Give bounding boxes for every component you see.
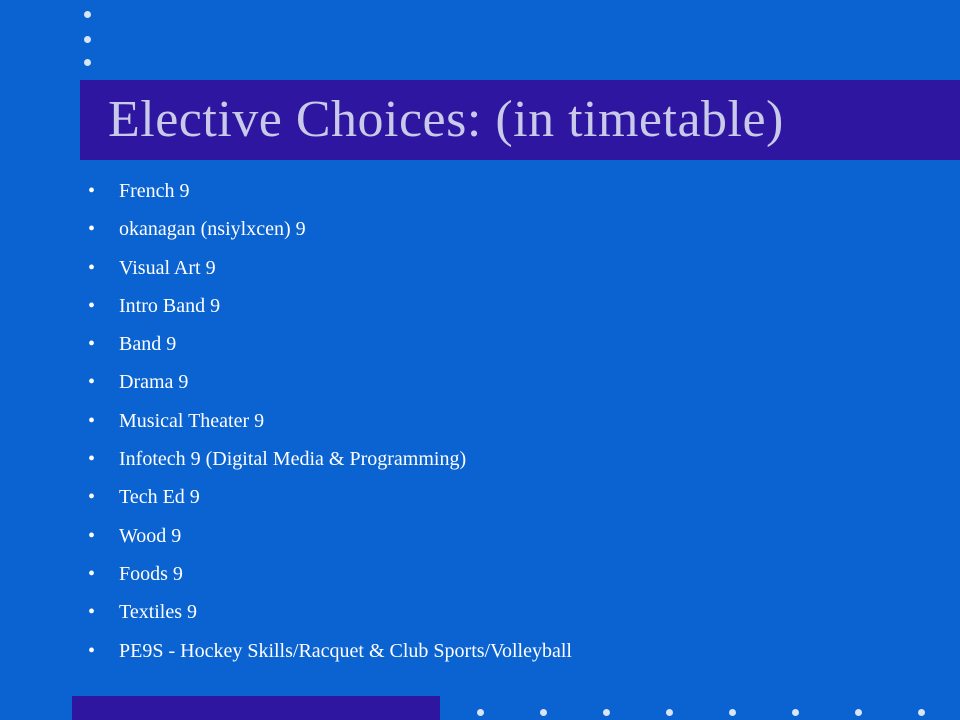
bullet-icon: • bbox=[88, 409, 96, 432]
elective-item bbox=[88, 636, 572, 674]
elective-item bbox=[88, 291, 572, 329]
elective-item-label: Foods 9 bbox=[119, 562, 183, 585]
bullet-icon: • bbox=[88, 524, 96, 547]
elective-item-label: Tech Ed 9 bbox=[119, 486, 200, 509]
slide-title: Elective Choices: (in timetable) bbox=[108, 91, 784, 148]
elective-item bbox=[88, 214, 572, 252]
elective-item-label: Textiles 9 bbox=[119, 601, 198, 624]
elective-item bbox=[88, 406, 572, 444]
elective-item-label: French 9 bbox=[119, 180, 190, 202]
bullet-icon: • bbox=[88, 486, 96, 509]
bullet-icon: • bbox=[88, 371, 96, 394]
decor-dot bbox=[84, 11, 91, 18]
bullet-icon: • bbox=[88, 333, 96, 356]
elective-item-label: PE9S - Hockey Skills/Racquet & Club Sports/Volleyball bbox=[119, 639, 572, 662]
elective-item-label: Musical Theater 9 bbox=[119, 409, 265, 432]
decor-dot bbox=[84, 59, 91, 66]
elective-item-label: Intro Band 9 bbox=[119, 294, 221, 317]
decor-dot bbox=[855, 709, 862, 716]
elective-item bbox=[88, 597, 572, 635]
bullet-icon: • bbox=[88, 218, 96, 241]
elective-item-label: Visual Art 9 bbox=[119, 256, 216, 279]
decor-dot bbox=[603, 709, 610, 716]
elective-item-label: Band 9 bbox=[119, 333, 177, 356]
decor-dot bbox=[918, 709, 925, 716]
elective-item-label: Infotech 9 (Digital Media & Programming) bbox=[119, 448, 467, 471]
decor-dot bbox=[666, 709, 673, 716]
decor-dot bbox=[477, 709, 484, 716]
elective-item bbox=[88, 329, 572, 367]
bullet-icon: • bbox=[88, 639, 96, 662]
bullet-icon: • bbox=[88, 562, 96, 585]
elective-item bbox=[88, 521, 572, 559]
bottom-bar bbox=[72, 696, 440, 720]
elective-item bbox=[88, 176, 572, 214]
elective-item bbox=[88, 444, 572, 482]
elective-item bbox=[88, 559, 572, 597]
bullet-icon: • bbox=[88, 448, 96, 471]
bullet-icon: • bbox=[88, 180, 96, 202]
bullet-icon: • bbox=[88, 601, 96, 624]
elective-item-label: Drama 9 bbox=[119, 371, 189, 394]
decor-dot bbox=[729, 709, 736, 716]
elective-item-label: Wood 9 bbox=[119, 524, 182, 547]
elective-item-label: okanagan (nsiylxcen) 9 bbox=[119, 218, 306, 241]
elective-list bbox=[88, 176, 572, 674]
decor-dot bbox=[84, 36, 91, 43]
elective-item bbox=[88, 367, 572, 405]
elective-item bbox=[88, 482, 572, 520]
decor-dot bbox=[540, 709, 547, 716]
decor-dot bbox=[792, 709, 799, 716]
bullet-icon: • bbox=[88, 294, 96, 317]
bullet-icon: • bbox=[88, 256, 96, 279]
elective-item bbox=[88, 253, 572, 291]
